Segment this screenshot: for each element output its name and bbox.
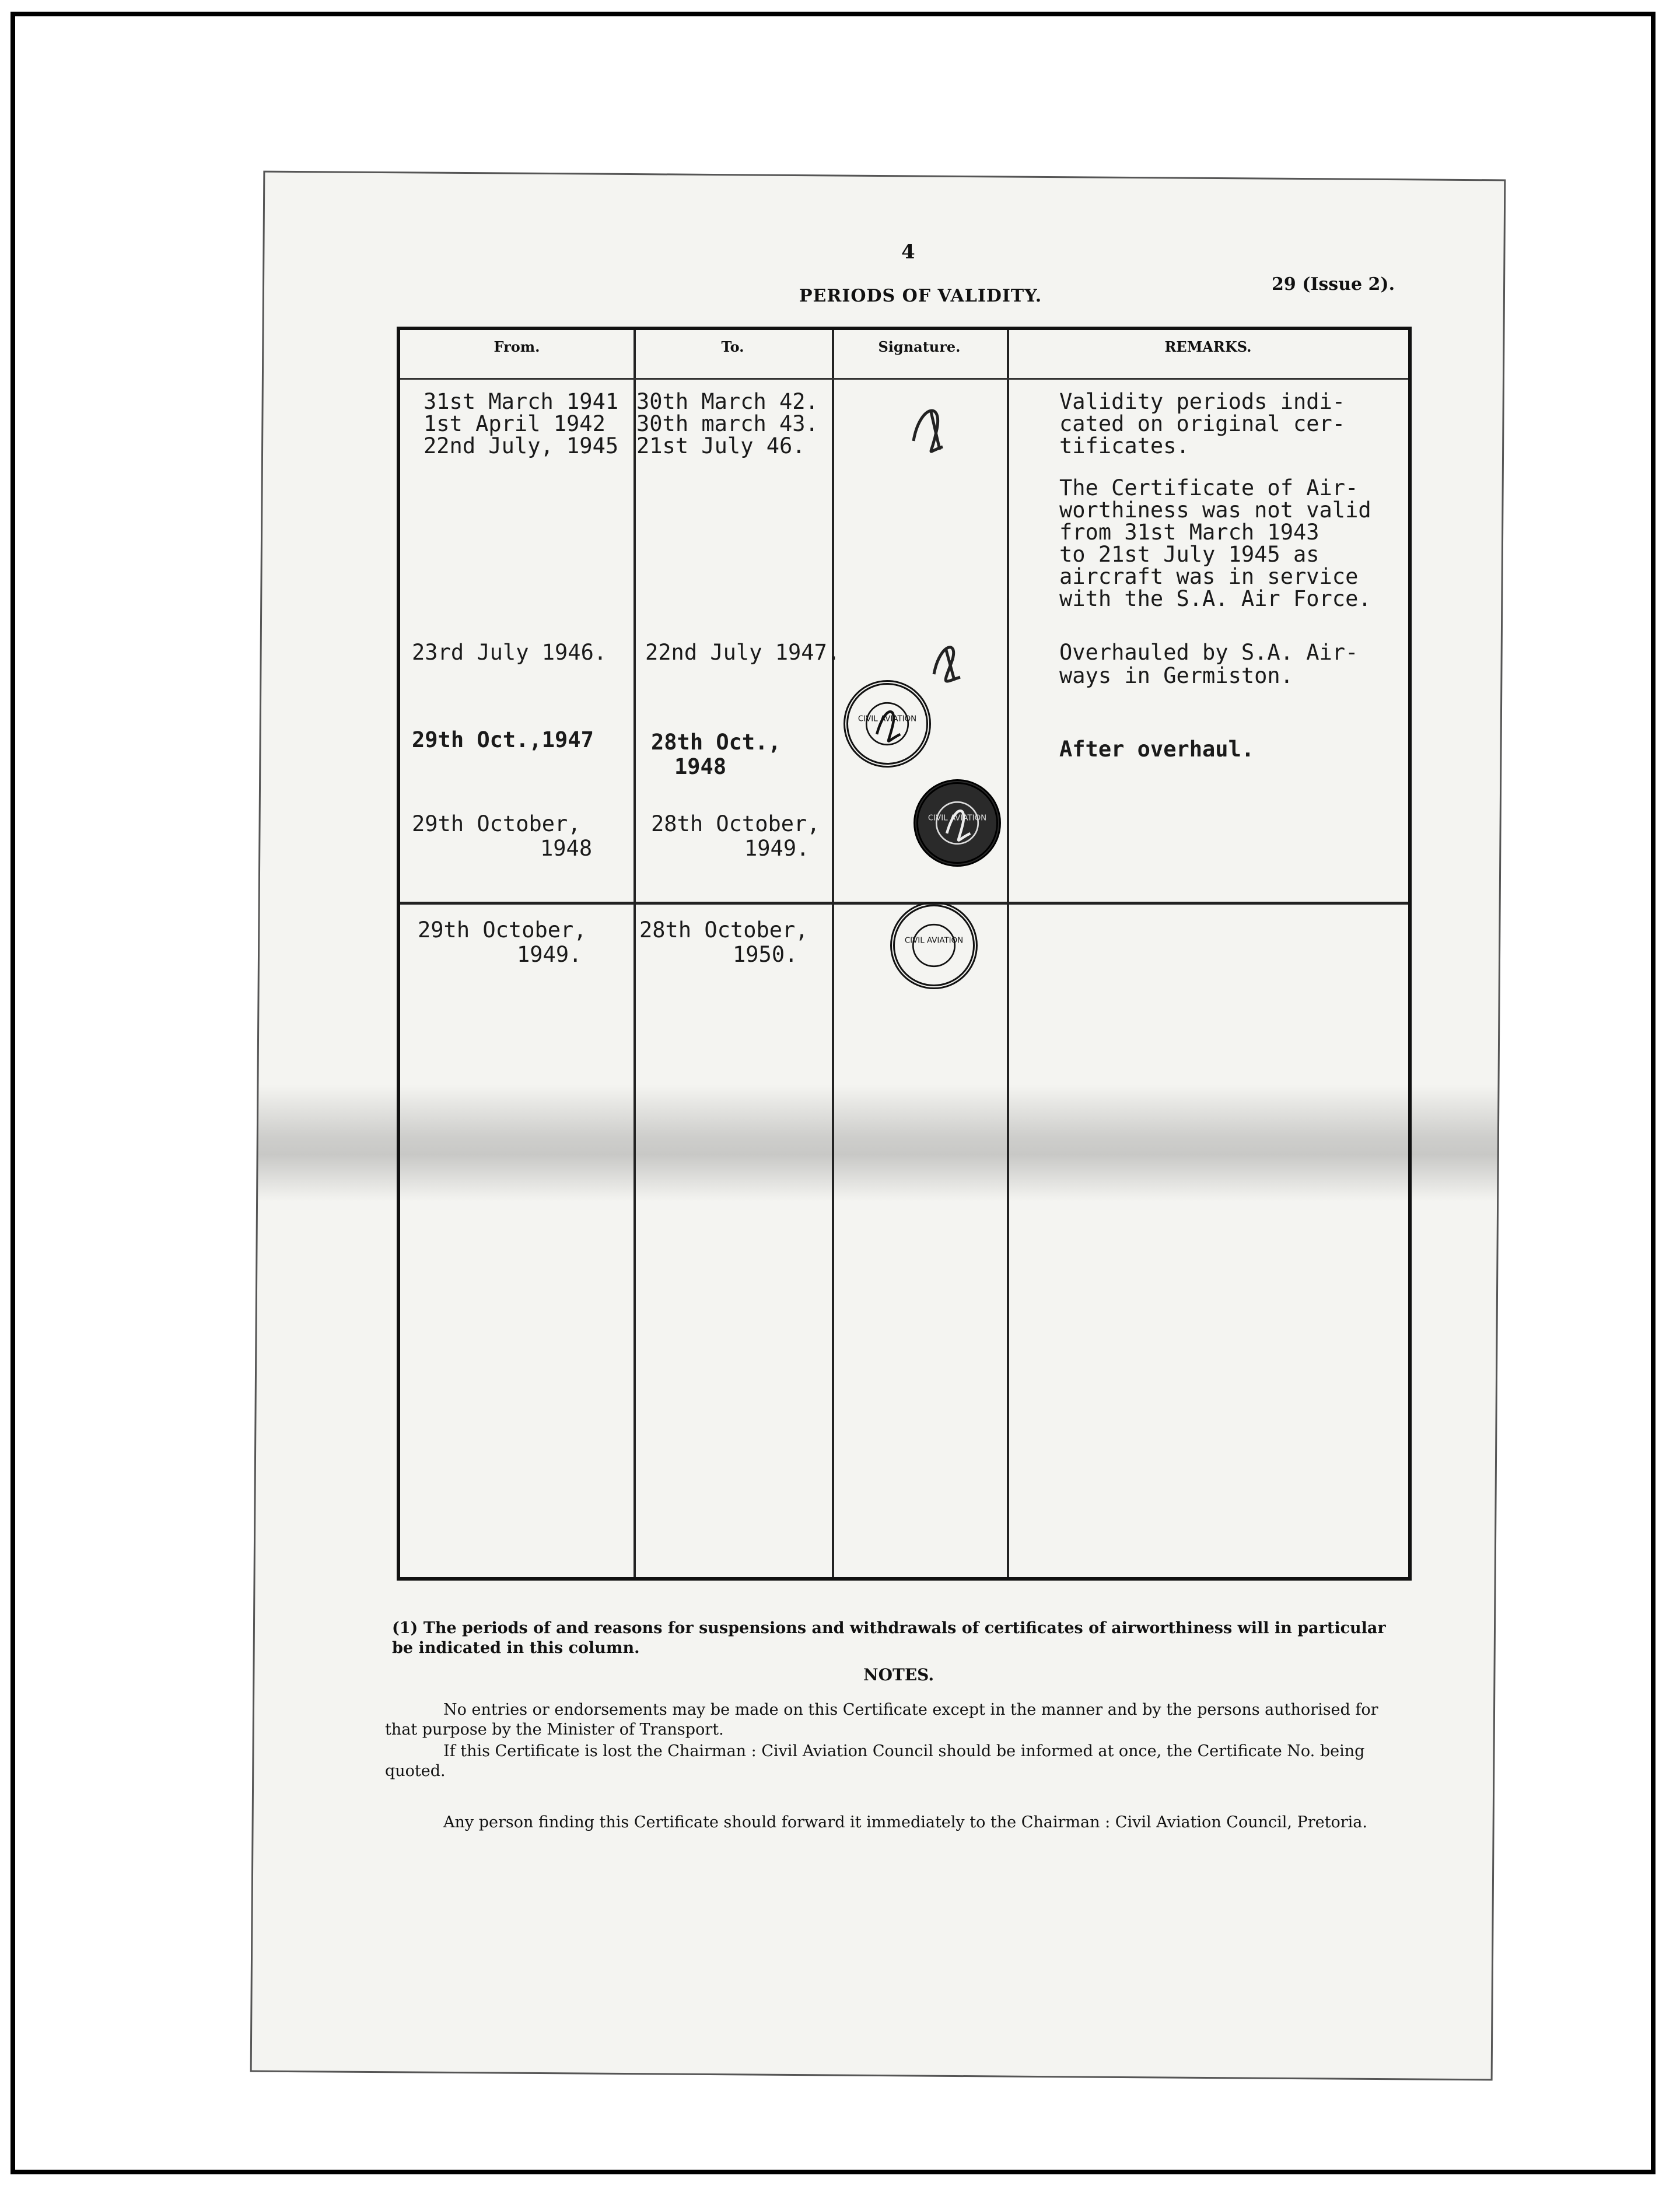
remark-line: The Certificate of Air- bbox=[1059, 475, 1359, 500]
column-divider bbox=[1007, 330, 1009, 1577]
page-number: 4 bbox=[901, 240, 915, 264]
to-cell: 1949. bbox=[744, 836, 810, 861]
column-header-signature: Signature. bbox=[878, 338, 961, 355]
remark-line: Overhauled by S.A. Air- bbox=[1059, 640, 1359, 665]
to-cell: 28th Oct., bbox=[651, 730, 781, 755]
column-divider bbox=[634, 330, 636, 1577]
column-header-to: To. bbox=[721, 338, 744, 355]
from-cell: 29th Oct.,1947 bbox=[412, 727, 594, 752]
note-paragraph: If this Certificate is lost the Chairman : Civil Aviation Council should be informed at once, the Certificate No. being quoted. bbox=[385, 1742, 1365, 1780]
header-divider bbox=[400, 378, 1408, 380]
column-header-from: From. bbox=[494, 338, 540, 355]
remark-line: ways in Germiston. bbox=[1059, 663, 1293, 688]
stamp-text: CIVIL AVIATION bbox=[904, 936, 964, 945]
civil-aviation-stamp bbox=[914, 779, 1001, 867]
from-cell: 1949. bbox=[517, 942, 582, 967]
signature-mark bbox=[908, 394, 960, 458]
remark-line: aircraft was in service bbox=[1059, 564, 1359, 589]
remark-line: Validity periods indi- bbox=[1059, 389, 1346, 414]
remark-line: to 21st July 1945 as bbox=[1059, 542, 1320, 567]
to-cell: 28th October, bbox=[639, 917, 808, 943]
from-cell: 22nd July, 1945 bbox=[424, 433, 619, 458]
from-cell: 23rd July 1946. bbox=[412, 640, 607, 665]
to-cell: 28th October, bbox=[651, 811, 820, 836]
civil-aviation-stamp bbox=[844, 680, 931, 768]
to-cell: 30th march 43. bbox=[636, 411, 818, 436]
remark-line: with the S.A. Air Force. bbox=[1059, 586, 1371, 611]
to-cell: 30th March 42. bbox=[636, 389, 818, 414]
remark-line: After overhaul. bbox=[1059, 737, 1255, 762]
stamp-text: CIVIL AVIATION bbox=[928, 814, 987, 823]
remark-line: tificates. bbox=[1059, 433, 1189, 458]
signature-mark bbox=[925, 633, 972, 686]
row-divider bbox=[400, 902, 1408, 905]
remark-line: from 31st March 1943 bbox=[1059, 520, 1320, 545]
to-cell: 1950. bbox=[733, 942, 798, 967]
from-cell: 1948 bbox=[540, 836, 593, 861]
column-divider bbox=[832, 330, 834, 1577]
remark-line: worthiness was not valid bbox=[1059, 498, 1371, 523]
from-cell: 1st April 1942 bbox=[424, 411, 606, 436]
from-cell: 29th October, bbox=[418, 917, 587, 943]
form-reference: 29 (Issue 2). bbox=[1272, 274, 1395, 295]
civil-aviation-stamp bbox=[890, 902, 978, 989]
validity-table bbox=[397, 327, 1412, 1581]
column-header-remarks: REMARKS. bbox=[1164, 338, 1252, 355]
footnote: (1) The periods of and reasons for suspensions and withdrawals of certificates of airworthiness will in particular be indicated in this column. bbox=[392, 1619, 1386, 1657]
to-cell: 1948 bbox=[674, 754, 727, 779]
stamp-text: CIVIL AVIATION bbox=[858, 714, 917, 724]
from-cell: 29th October, bbox=[412, 811, 581, 836]
note-paragraph: No entries or endorsements may be made on this Certificate except in the manner and by the persons authorised for that purpose by the Minister of Transport. bbox=[385, 1701, 1378, 1739]
remark-line: cated on original cer- bbox=[1059, 411, 1346, 436]
to-cell: 21st July 46. bbox=[636, 433, 806, 458]
to-cell: 22nd July 1947. bbox=[645, 640, 841, 665]
from-cell: 31st March 1941 bbox=[424, 389, 619, 414]
note-paragraph: Any person finding this Certificate should forward it immediately to the Chairman : Civil Aviation Council, Pretoria. bbox=[443, 1813, 1367, 1831]
notes-heading: NOTES. bbox=[863, 1665, 935, 1684]
page-title: PERIODS OF VALIDITY. bbox=[799, 286, 1042, 306]
